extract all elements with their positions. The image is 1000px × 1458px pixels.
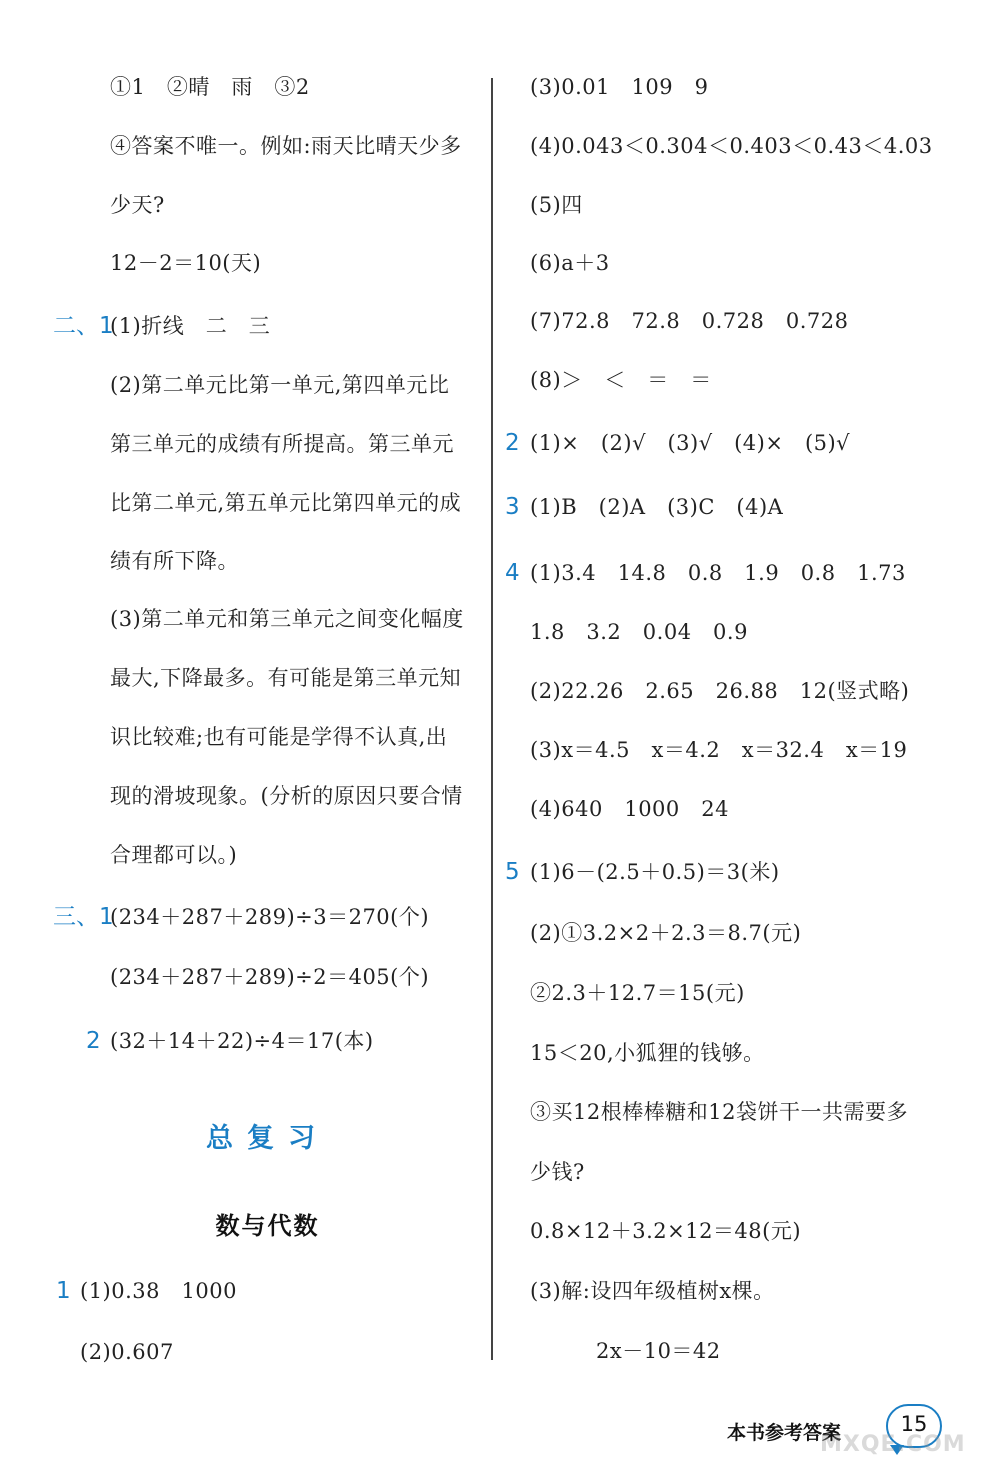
answer-line: (3)x＝4.5 x＝4.2 x＝32.4 x＝19 xyxy=(530,738,908,762)
answer-line: (3)解:设四年级植树x棵。 xyxy=(530,1279,775,1303)
answer-line: 1.8 3.2 0.04 0.9 xyxy=(530,620,748,644)
page-number: 15 xyxy=(900,1412,928,1436)
answer-line: (4)640 1000 24 xyxy=(530,797,729,821)
question-marker: 2 xyxy=(505,430,520,456)
answer-line: 合理都可以。) xyxy=(110,843,238,867)
answer-line: (1)折线 二 三 xyxy=(110,314,271,338)
answer-line: (2)22.26 2.65 26.88 12(竖式略) xyxy=(530,679,910,703)
answer-line: (8)＞ ＜ ＝ ＝ xyxy=(530,368,712,392)
column-divider xyxy=(491,78,493,1360)
section-marker: 二、1 xyxy=(53,313,114,339)
watermark: MXQE.COM xyxy=(820,1432,966,1457)
question-marker: 5 xyxy=(505,859,520,885)
answer-line: (234＋287＋289)÷3＝270(个) xyxy=(110,905,430,929)
footer-label: 本书参考答案 xyxy=(727,1422,842,1444)
answer-line: (7)72.8 72.8 0.728 0.728 xyxy=(530,309,849,333)
section-marker: 三、1 xyxy=(53,904,114,930)
answer-line: 现的滑坡现象。(分析的原因只要合情 xyxy=(110,784,463,808)
answer-line: ②2.3＋12.7＝15(元) xyxy=(530,981,745,1005)
answer-line: 15＜20,小狐狸的钱够。 xyxy=(530,1041,765,1065)
answer-line: (1)0.38 1000 xyxy=(80,1279,237,1303)
answer-line: ①1 ②晴 雨 ③2 xyxy=(110,75,310,99)
answer-line: (32＋14＋22)÷4＝17(本) xyxy=(110,1029,374,1053)
question-marker: 1 xyxy=(56,1278,71,1304)
answer-line: ④答案不唯一。例如:雨天比晴天少多 xyxy=(110,134,462,158)
question-marker: 4 xyxy=(505,560,520,586)
answer-line: 最大,下降最多。有可能是第三单元知 xyxy=(110,666,462,690)
answer-line: 少钱? xyxy=(530,1160,585,1184)
section-heading: 总复习 xyxy=(206,1123,329,1154)
answer-line: 12－2＝10(天) xyxy=(110,251,262,275)
answer-line: (1)3.4 14.8 0.8 1.9 0.8 1.73 xyxy=(530,561,906,585)
answer-line: (2)第二单元比第一单元,第四单元比 xyxy=(110,373,450,397)
answer-line: (1)× (2)√ (3)√ (4)× (5)√ xyxy=(530,431,851,455)
answer-line: 第三单元的成绩有所提高。第三单元 xyxy=(110,432,454,456)
answer-line: 比第二单元,第五单元比第四单元的成 xyxy=(110,491,462,515)
answer-line: (2)①3.2×2＋2.3＝8.7(元) xyxy=(530,921,802,945)
answer-line: 少天? xyxy=(110,193,165,217)
answer-line: (234＋287＋289)÷2＝405(个) xyxy=(110,965,430,989)
answer-line: (5)四 xyxy=(530,193,583,217)
answer-line: (4)0.043＜0.304＜0.403＜0.43＜4.03 xyxy=(530,134,933,158)
answer-line: (1)B (2)A (3)C (4)A xyxy=(530,495,784,519)
answer-line: (2)0.607 xyxy=(80,1340,174,1364)
answer-line: (3)第二单元和第三单元之间变化幅度 xyxy=(110,607,464,631)
answer-line: 2x－10＝42 xyxy=(596,1339,721,1363)
answer-line: 识比较难;也有可能是学得不认真,出 xyxy=(110,725,448,749)
question-marker: 2 xyxy=(86,1028,101,1054)
answer-line: 0.8×12＋3.2×12＝48(元) xyxy=(530,1219,802,1243)
answer-line: (1)6－(2.5＋0.5)＝3(米) xyxy=(530,860,780,884)
answer-line: (3)0.01 109 9 xyxy=(530,75,709,99)
answer-line: 绩有所下降。 xyxy=(110,549,239,573)
answer-line: ③买12根棒棒糖和12袋饼干一共需要多 xyxy=(530,1100,908,1124)
question-marker: 3 xyxy=(505,494,520,520)
subsection-heading: 数与代数 xyxy=(215,1212,320,1240)
answer-line: (6)a＋3 xyxy=(530,251,610,275)
